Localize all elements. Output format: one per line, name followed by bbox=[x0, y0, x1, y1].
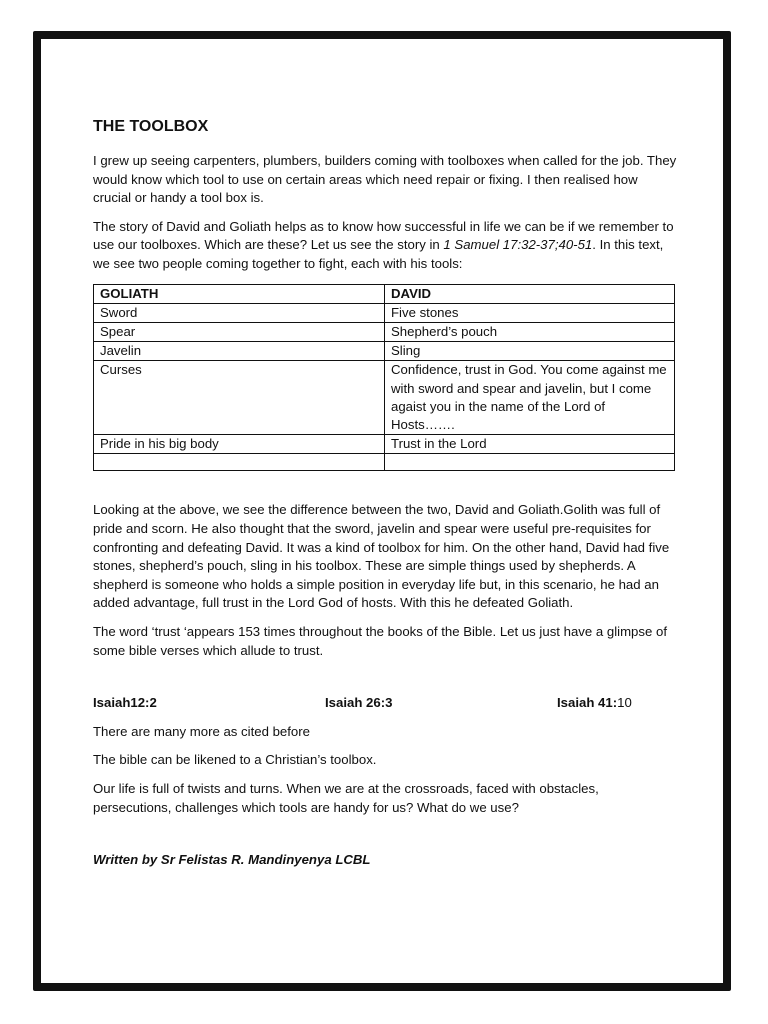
goliath-cell: Pride in his big body bbox=[94, 435, 385, 454]
table-header-row bbox=[94, 284, 675, 303]
document-body bbox=[93, 116, 678, 880]
david-cell: Trust in the Lord bbox=[385, 435, 675, 454]
table-row bbox=[94, 303, 675, 322]
header-david: DAVID bbox=[385, 284, 675, 303]
goliath-cell: Spear bbox=[94, 322, 385, 341]
paragraph-trust: The word ‘trust ‘appears 153 times throughout the books of the Bible. Let us just have a glimpse of some bible verses which allude to trust. bbox=[93, 623, 667, 658]
david-cell: Shepherd’s pouch bbox=[385, 322, 675, 341]
paragraph-story bbox=[93, 218, 678, 274]
table-row bbox=[94, 342, 675, 361]
table-row bbox=[94, 322, 675, 341]
verse-isaiah-12-2: Isaiah12:2 bbox=[93, 695, 157, 711]
header-goliath: GOLIATH bbox=[94, 284, 385, 303]
verse-number: 10 bbox=[617, 695, 632, 711]
tools-table bbox=[93, 284, 675, 472]
verse-references bbox=[93, 694, 678, 713]
table-row-empty bbox=[94, 454, 675, 471]
verse-isaiah-41-10 bbox=[557, 694, 632, 713]
david-cell: Five stones bbox=[385, 303, 675, 322]
paragraph-bible-toolbox: The bible can be likened to a Christian’s toolbox. bbox=[93, 752, 377, 768]
scripture-reference: 1 Samuel 17:32-37;40-51 bbox=[443, 237, 593, 253]
goliath-cell: Javelin bbox=[94, 342, 385, 361]
goliath-cell-empty bbox=[94, 454, 385, 471]
goliath-cell: Sword bbox=[94, 303, 385, 322]
paragraph-life: Our life is full of twists and turns. When we are at the crossroads, faced with obstacles, persecutions, challenges which tools are handy for us? What do we use? bbox=[93, 780, 599, 815]
david-cell: Sling bbox=[385, 342, 675, 361]
goliath-cell: Curses bbox=[94, 361, 385, 435]
paragraph-comparison: Looking at the above, we see the difference between the two, David and Goliath.Golith was full of pride and scorn. He also thought that the sword, javelin and spear were useful pre-requisites for confronting and defeating David. It was a kind of toolbox for him. On the other hand, David had five stones, shepherd’s pouch, sling in his toolbox. These are simple things used by shepherds. A shepherd is someone who holds a simple position in everyday life but, in this scenario, he had an added advantage, full trust in the Lord God of hosts. With this he defeated Goliath. bbox=[93, 502, 670, 611]
table-row bbox=[94, 435, 675, 454]
paragraph-intro: I grew up seeing carpenters, plumbers, builders coming with toolboxes when called for the job. They would know which tool to use on certain areas which need repair or fixing. I then realised how crucial or handy a tool box is. bbox=[93, 153, 677, 206]
verse-isaiah-26-3: Isaiah 26:3 bbox=[325, 695, 393, 711]
table-row bbox=[94, 361, 675, 435]
story-text-end: . In this text, we see two people coming together to fight, each with his tools: bbox=[93, 237, 664, 271]
author-signature: Written by Sr Felistas R. Mandinyenya LCBL bbox=[93, 852, 371, 868]
paragraph-more: There are many more as cited before bbox=[93, 723, 310, 739]
david-cell-empty bbox=[385, 454, 675, 471]
david-cell: Confidence, trust in God. You come against me with sword and spear and javelin, but I come agaist you in the name of the Lord of Hosts……. bbox=[385, 361, 675, 435]
story-text-start: The story of David and Goliath helps as to know how successful in life we can be if we remember to use our toolboxes. Which are these? Let us see the story in bbox=[93, 218, 674, 253]
page-title: THE TOOLBOX bbox=[93, 118, 209, 135]
verse-book: Isaiah 41: bbox=[557, 695, 618, 711]
